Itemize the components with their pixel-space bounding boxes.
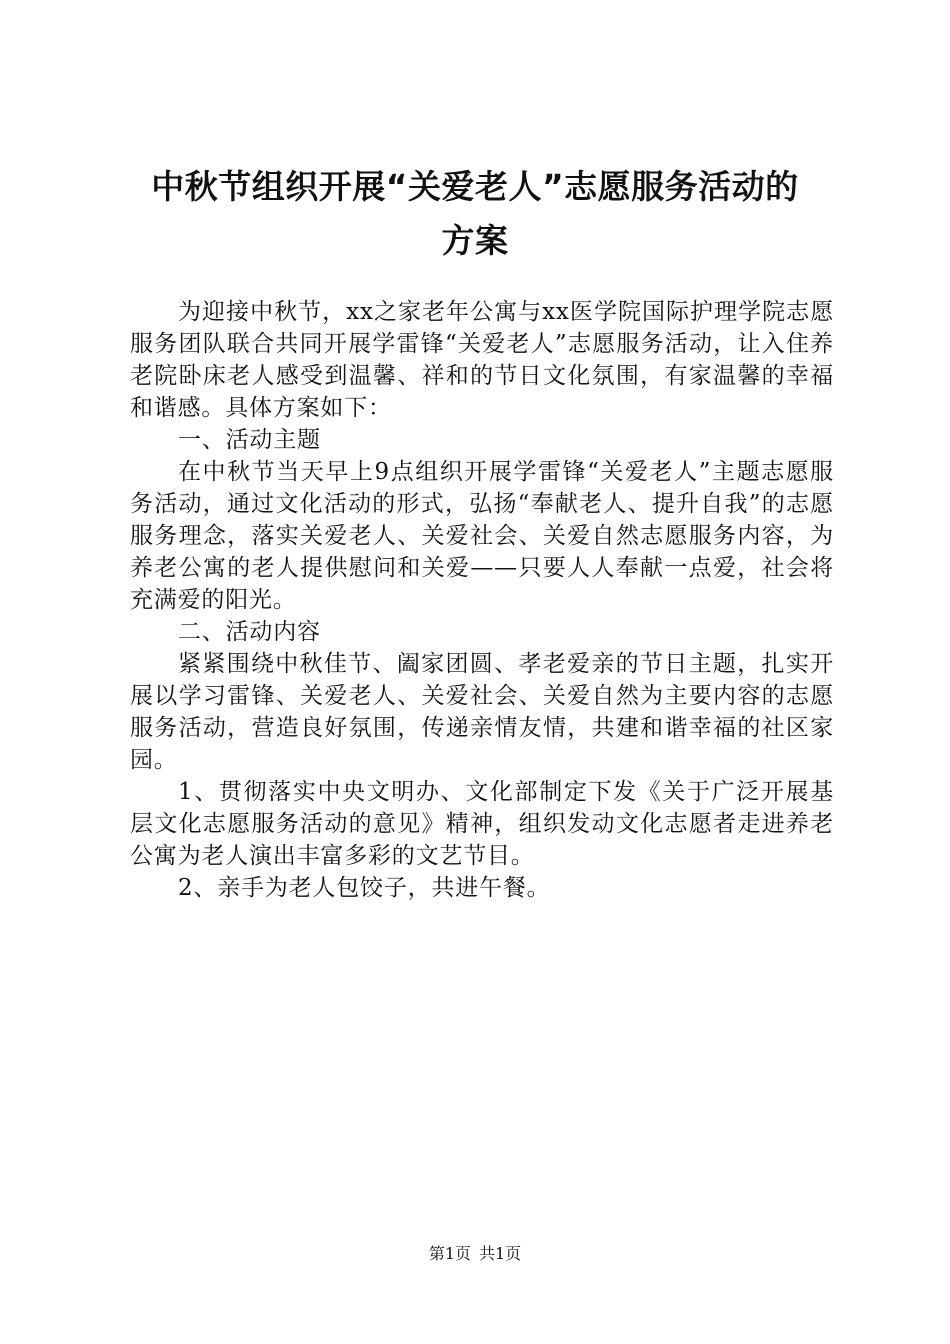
theme-paragraph: 在中秋节当天早上9点组织开展学雷锋“关爱老人”主题志愿服务活动，通过文化活动的形式，弘扬“奉献老人、提升自我”的志愿服务理念，落实关爱老人、关爱社会、关爱自然志愿服务内容，为养老公寓的老人提供慰问和关爱——只要人人奉献一点爱，社会将充满爱的阳光。 [130, 459, 834, 613]
intro-paragraph: 为迎接中秋节，xx之家老年公寓与xx医学院国际护理学院志愿服务团队联合共同开展学雷锋“关爱老人”志愿服务活动，让入住养老院卧床老人感受到温馨、祥和的节日文化氛围，有家温馨的幸福和谐感。具体方案如下： [130, 299, 834, 421]
content-paragraph: 紧紧围绕中秋佳节、阖家团圆、孝老爱亲的节日主题，扎实开展以学习雷锋、关爱老人、关爱社会、关爱自然为主要内容的志愿服务活动，营造良好氛围，传递亲情友情，共建和谐幸福的社区家园。 [130, 651, 834, 773]
content-item-1: 1、贯彻落实中央文明办、文化部制定下发《关于广泛开展基层文化志愿服务活动的意见》精神，组织发动文化志愿者走进养老公寓为老人演出丰富多彩的文艺节目。 [130, 779, 834, 869]
page-footer [0, 1244, 950, 1264]
section-heading-content: 二、活动内容 [178, 619, 321, 645]
document-body [130, 296, 834, 904]
page-number-total: 共1页 [479, 1244, 522, 1263]
content-item-2: 2、亲手为老人包饺子，共进午餐。 [178, 875, 551, 901]
page-number-current: 第1页 [428, 1244, 471, 1263]
document-title [120, 160, 830, 268]
title-line-1: 中秋节组织开展“关爱老人”志愿服务活动的 [151, 167, 799, 206]
title-line-2: 方案 [441, 221, 509, 260]
section-heading-theme: 一、活动主题 [178, 427, 321, 453]
